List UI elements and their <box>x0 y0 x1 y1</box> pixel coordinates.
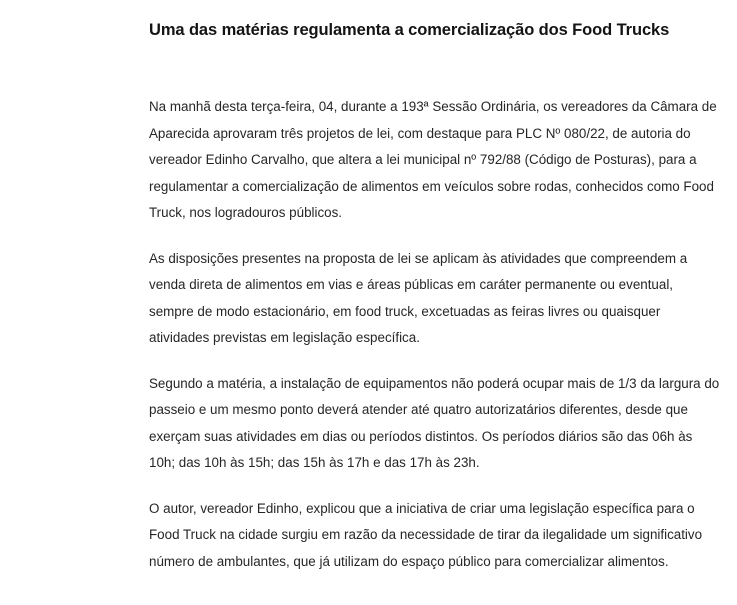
article-title: Uma das matérias regulamenta a comercialização dos Food Trucks <box>149 21 670 39</box>
article-paragraph-2: As disposições presentes na proposta de lei se aplicam às atividades que compreendem a venda direta de alimentos em vias e áreas públicas em caráter permanente ou eventual, sempre de modo estacionário, em food truck, excetuadas as feiras livres ou quaisquer atividades previstas em legislação específica. <box>149 250 688 345</box>
article-paragraph-3: Segundo a matéria, a instalação de equipamentos não poderá ocupar mais de 1/3 da largura do passeio e um mesmo ponto deverá atender até quatro autorizatários diferentes, desde que exerçam suas atividades em dias ou períodos distintos. Os períodos diários são das 06h às 10h; das 10h às 15h; das 15h às 17h e das 17h às 23h. <box>149 375 720 470</box>
article <box>149 0 721 594</box>
article-paragraph-4: O autor, vereador Edinho, explicou que a iniciativa de criar uma legislação específica para o Food Truck na cidade surgiu em razão da necessidade de tirar da ilegalidade um significativo número de ambulantes, que já utilizam do espaço público para comercializar alimentos. <box>149 500 703 569</box>
article-paragraph-1: Na manhã desta terça-feira, 04, durante a 193ª Sessão Ordinária, os vereadores da Câmara de Aparecida aprovaram três projetos de lei, com destaque para PLC Nº 080/22, de autoria do vereador Edinho Carvalho, que altera a lei municipal nº 792/88 (Código de Posturas), para a regulamentar a comercialização de alimentos em veículos sobre rodas, conhecidos como Food Truck, nos logradouros públicos. <box>149 99 717 220</box>
article-body <box>149 94 721 575</box>
